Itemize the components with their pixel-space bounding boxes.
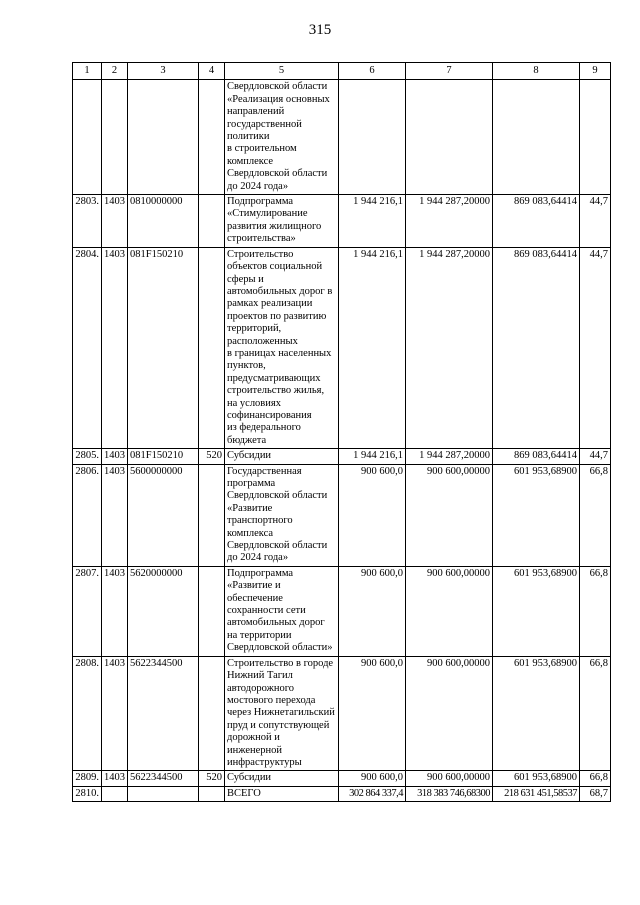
table-row	[73, 464, 611, 566]
refined-amount-cell: 1 944 287,20000	[406, 195, 493, 248]
section-code-cell: 1403	[102, 656, 128, 771]
percent-cell: 44,7	[580, 195, 611, 248]
item-name-cell: Субсидии	[225, 771, 339, 786]
plan-amount-cell: 1 944 216,1	[339, 449, 406, 464]
row-number-cell: 2805.	[73, 449, 102, 464]
section-code-cell: 1403	[102, 247, 128, 449]
percent-cell: 66,8	[580, 464, 611, 566]
row-number-cell: 2803.	[73, 195, 102, 248]
plan-amount-cell	[339, 80, 406, 195]
target-code-cell: 0810000000	[128, 195, 199, 248]
refined-amount-cell: 1 944 287,20000	[406, 449, 493, 464]
section-code-cell: 1403	[102, 566, 128, 656]
item-name-cell: Подпрограмма «Развитие и обеспечение сохранности сети автомобильных дорог на территории Свердловской области»	[225, 566, 339, 656]
target-code-cell	[128, 786, 199, 801]
column-header: 3	[128, 63, 199, 80]
column-header: 2	[102, 63, 128, 80]
row-number-cell: 2806.	[73, 464, 102, 566]
row-number-cell	[73, 80, 102, 195]
section-code-cell: 1403	[102, 771, 128, 786]
refined-amount-cell: 1 944 287,20000	[406, 247, 493, 449]
item-name-cell: Субсидии	[225, 449, 339, 464]
column-header: 9	[580, 63, 611, 80]
item-name-cell: Государственная программа Свердловской области «Развитие транспортного комплекса Свердловской области до 2024 года»	[225, 464, 339, 566]
expense-type-cell	[199, 786, 225, 801]
section-code-cell	[102, 80, 128, 195]
table-row	[73, 449, 611, 464]
refined-amount-cell	[406, 80, 493, 195]
target-code-cell: 5620000000	[128, 566, 199, 656]
refined-amount-cell: 900 600,00000	[406, 566, 493, 656]
column-header: 8	[493, 63, 580, 80]
table-row-total	[73, 786, 611, 801]
expense-type-cell	[199, 464, 225, 566]
executed-amount-cell: 218 631 451,58537	[493, 786, 580, 801]
plan-amount-cell: 900 600,0	[339, 656, 406, 771]
table-row	[73, 247, 611, 449]
percent-cell: 66,8	[580, 656, 611, 771]
column-header: 7	[406, 63, 493, 80]
target-code-cell: 081F150210	[128, 449, 199, 464]
refined-amount-cell: 900 600,00000	[406, 464, 493, 566]
table-row	[73, 656, 611, 771]
plan-amount-cell: 900 600,0	[339, 464, 406, 566]
row-number-cell: 2809.	[73, 771, 102, 786]
table-row	[73, 771, 611, 786]
item-name-cell: Строительство в городе Нижний Тагил автодорожного мостового перехода через Нижнетагильский пруд и сопутствующей дорожной и инженерной инфраструктуры	[225, 656, 339, 771]
row-number-cell: 2810.	[73, 786, 102, 801]
expense-type-cell: 520	[199, 771, 225, 786]
item-name-cell: Свердловской области «Реализация основных направлений государственной политики в строительном комплексе Свердловской области до 2024 года»	[225, 80, 339, 195]
section-code-cell: 1403	[102, 449, 128, 464]
target-code-cell	[128, 80, 199, 195]
target-code-cell: 081F150210	[128, 247, 199, 449]
expense-type-cell	[199, 80, 225, 195]
column-header: 6	[339, 63, 406, 80]
column-header: 1	[73, 63, 102, 80]
percent-cell	[580, 80, 611, 195]
percent-cell: 66,8	[580, 771, 611, 786]
expense-type-cell	[199, 566, 225, 656]
plan-amount-cell: 900 600,0	[339, 566, 406, 656]
refined-amount-cell: 900 600,00000	[406, 656, 493, 771]
refined-amount-cell: 318 383 746,68300	[406, 786, 493, 801]
column-header: 4	[199, 63, 225, 80]
item-name-cell: Строительство объектов социальной сферы и автомобильных дорог в рамках реализации проектов по развитию территорий, расположенных в границах населенных пунктов, предусматривающих строительство жилья, на условиях софинансирования из федерального бюджета	[225, 247, 339, 449]
table-row	[73, 195, 611, 248]
percent-cell: 44,7	[580, 247, 611, 449]
target-code-cell: 5622344500	[128, 656, 199, 771]
plan-amount-cell: 1 944 216,1	[339, 247, 406, 449]
expense-type-cell: 520	[199, 449, 225, 464]
expense-type-cell	[199, 656, 225, 771]
plan-amount-cell: 302 864 337,4	[339, 786, 406, 801]
executed-amount-cell: 601 953,68900	[493, 771, 580, 786]
percent-cell: 44,7	[580, 449, 611, 464]
target-code-cell: 5600000000	[128, 464, 199, 566]
table-row	[73, 566, 611, 656]
column-number-row	[73, 63, 611, 80]
executed-amount-cell: 869 083,64414	[493, 247, 580, 449]
row-number-cell: 2808.	[73, 656, 102, 771]
executed-amount-cell: 601 953,68900	[493, 656, 580, 771]
page-number: 315	[308, 22, 332, 38]
expense-type-cell	[199, 247, 225, 449]
table-row	[73, 80, 611, 195]
executed-amount-cell: 601 953,68900	[493, 566, 580, 656]
total-label-cell: ВСЕГО	[225, 786, 339, 801]
section-code-cell: 1403	[102, 195, 128, 248]
executed-amount-cell: 869 083,64414	[493, 449, 580, 464]
refined-amount-cell: 900 600,00000	[406, 771, 493, 786]
budget-table	[72, 62, 611, 802]
column-header: 5	[225, 63, 339, 80]
executed-amount-cell	[493, 80, 580, 195]
section-code-cell: 1403	[102, 464, 128, 566]
executed-amount-cell: 869 083,64414	[493, 195, 580, 248]
row-number-cell: 2807.	[73, 566, 102, 656]
section-code-cell	[102, 786, 128, 801]
percent-cell: 66,8	[580, 566, 611, 656]
plan-amount-cell: 1 944 216,1	[339, 195, 406, 248]
plan-amount-cell: 900 600,0	[339, 771, 406, 786]
row-number-cell: 2804.	[73, 247, 102, 449]
executed-amount-cell: 601 953,68900	[493, 464, 580, 566]
item-name-cell: Подпрограмма «Стимулирование развития жилищного строительства»	[225, 195, 339, 248]
expense-type-cell	[199, 195, 225, 248]
percent-cell: 68,7	[580, 786, 611, 801]
target-code-cell: 5622344500	[128, 771, 199, 786]
